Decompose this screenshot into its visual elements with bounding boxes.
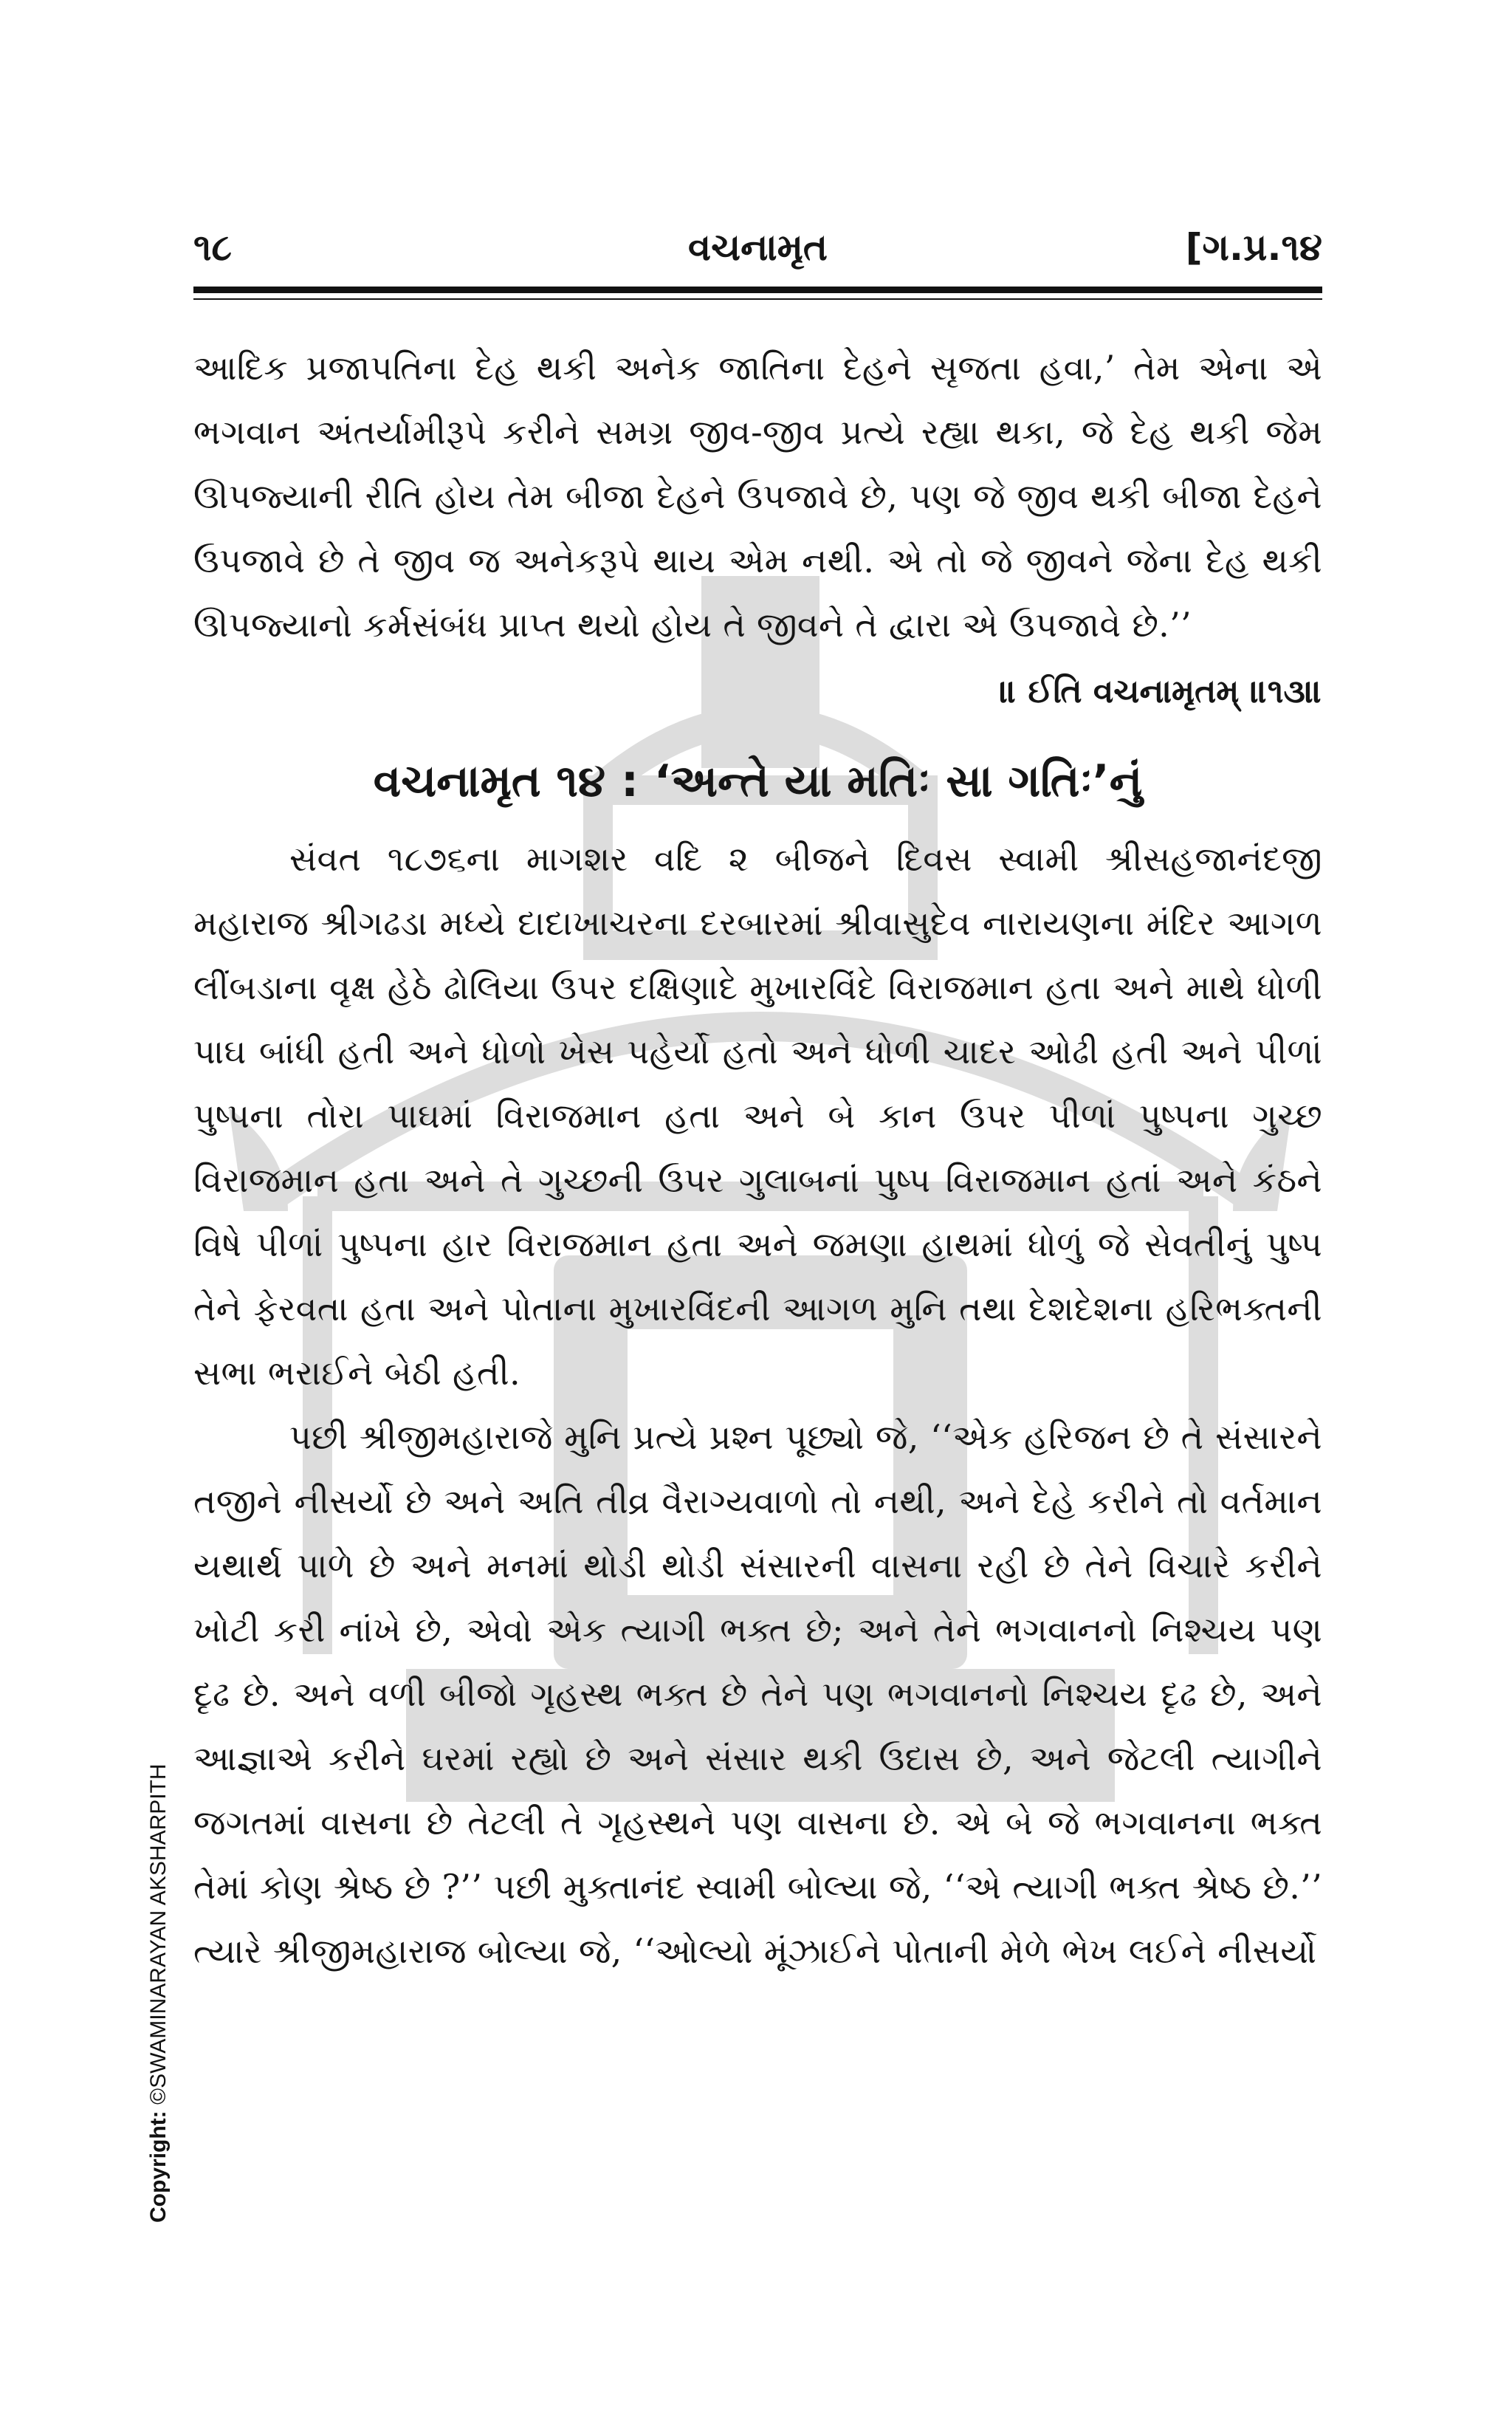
page-number: ૧૮ bbox=[193, 226, 232, 269]
page-body bbox=[193, 336, 1322, 1983]
body-paragraph-1: સંવત ૧૮૭૬ના માગશર વદિ ૨ બીજને દિવસ સ્વામી શ્રીસહજાનંદજી મહારાજ શ્રીગઢડા મધ્યે દાદાખાચરના દરબારમાં શ્રીવાસુદેવ નારાયણના મંદિર આગળ લીંબડાના વૃક્ષ હેઠે ઢોલિયા ઉપર દક્ષિણાદે મુખારવિંદે વિરાજમાન હતા અને માથે ધોળી પાઘ બાંધી હતી અને ધોળો ખેસ પહેર્યો હતો અને ધોળી ચાદર ઓઢી હતી અને પીળાં પુષ્પના તોરા પાઘમાં વિરાજમાન હતા અને બે કાન ઉપર પીળાં પુષ્પના ગુચ્છ વિરાજમાન હતા અને તે ગુચ્છની ઉપર ગુલાબનાં પુષ્પ વિરાજમાન હતાં અને કંઠને વિષે પીળાં પુષ્પના હાર વિરાજમાન હતા અને જમણા હાથમાં ધોળું જે સેવતીનું પુષ્પ તેને ફેરવતા હતા અને પોતાના મુખારવિંદની આગળ મુનિ તથા દેશદેશના હરિભક્તની સભા ભરાઈને બેઠી હતી. bbox=[193, 839, 1322, 1393]
closing-marker: ॥ ઈતિ વચનામૃતમ્ ॥૧૩॥ bbox=[999, 673, 1322, 710]
copyright-text: ©SWAMINARAYAN AKSHARPITH bbox=[146, 1763, 171, 2105]
copyright-notice bbox=[146, 1763, 171, 2223]
body-paragraph-2: પછી શ્રીજીમહારાજે મુનિ પ્રત્યે પ્રશ્ન પૂછ્યો જે, ‘‘એક હરિજન છે તે સંસારને તજીને નીસર્યો છે અને અતિ તીવ્ર વૈરાગ્યવાળો તો નથી, અને દેહે કરીને તો વર્તમાન યથાર્થ પાળે છે અને મનમાં થોડી થોડી સંસારની વાસના રહી છે તેને વિચારે કરીને ખોટી કરી નાંખે છે, એવો એક ત્યાગી ભક્ત છે; અને તેને ભગવાનનો નિશ્ચય પણ દૃઢ છે. અને વળી બીજો ગૃહસ્થ ભક્ત છે તેને પણ ભગવાનનો નિશ્ચય દૃઢ છે, અને આજ્ઞાએ કરીને ઘરમાં રહ્યો છે અને સંસાર થકી ઉદાસ છે, અને જેટલી ત્યાગીને જગતમાં વાસના છે તેટલી તે ગૃહસ્થને પણ વાસના છે. એ બે જે ભગવાનના ભક્ત તેમાં કોણ શ્રેષ્ઠ છે ?’’ પછી મુક્તાનંદ સ્વામી બોલ્યા જે, ‘‘એ ત્યાગી ભક્ત શ્રેષ્ઠ છે.’’ ત્યારે શ્રીજીમહારાજ બોલ્યા જે, ‘‘ઓલ્યો મૂંઝાઈને પોતાની મેળે ભેખ લઈને નીસર્યો bbox=[193, 1417, 1322, 1971]
section-reference: [ગ.પ્ર.૧૪ bbox=[1185, 226, 1322, 269]
header-rule-thin bbox=[193, 298, 1322, 300]
header-rule-thick bbox=[193, 287, 1322, 293]
copyright-label: Copyright: bbox=[146, 2111, 171, 2223]
page-header bbox=[193, 222, 1322, 281]
chapter-heading: વચનામૃત ૧૪ : ‘અન્તે યા મતિઃ સા ગતિઃ’નું bbox=[373, 755, 1143, 807]
continuation-paragraph: આદિક પ્રજાપતિના દેહ થકી અનેક જાતિના દેહને સૃજતા હવા,’ તેમ એના એ ભગવાન અંતર્યામીરૂપે કરીને સમગ્ર જીવ-જીવ પ્રત્યે રહ્યા થકા, જે દેહ થકી જેમ ઊપજ્યાની રીતિ હોય તેમ બીજા દેહને ઉપજાવે છે, પણ જે જીવ થકી બીજા દેહને ઉપજાવે છે તે જીવ જ અનેકરૂપે થાય એમ નથી. એ તો જે જીવને જેના દેહ થકી ઊપજ્યાનો કર્મસંબંધ પ્રાપ્ત થયો હોય તે જીવને તે દ્વારા એ ઉપજાવે છે.’’ bbox=[193, 348, 1322, 645]
running-title: વચનામૃત bbox=[687, 226, 828, 269]
